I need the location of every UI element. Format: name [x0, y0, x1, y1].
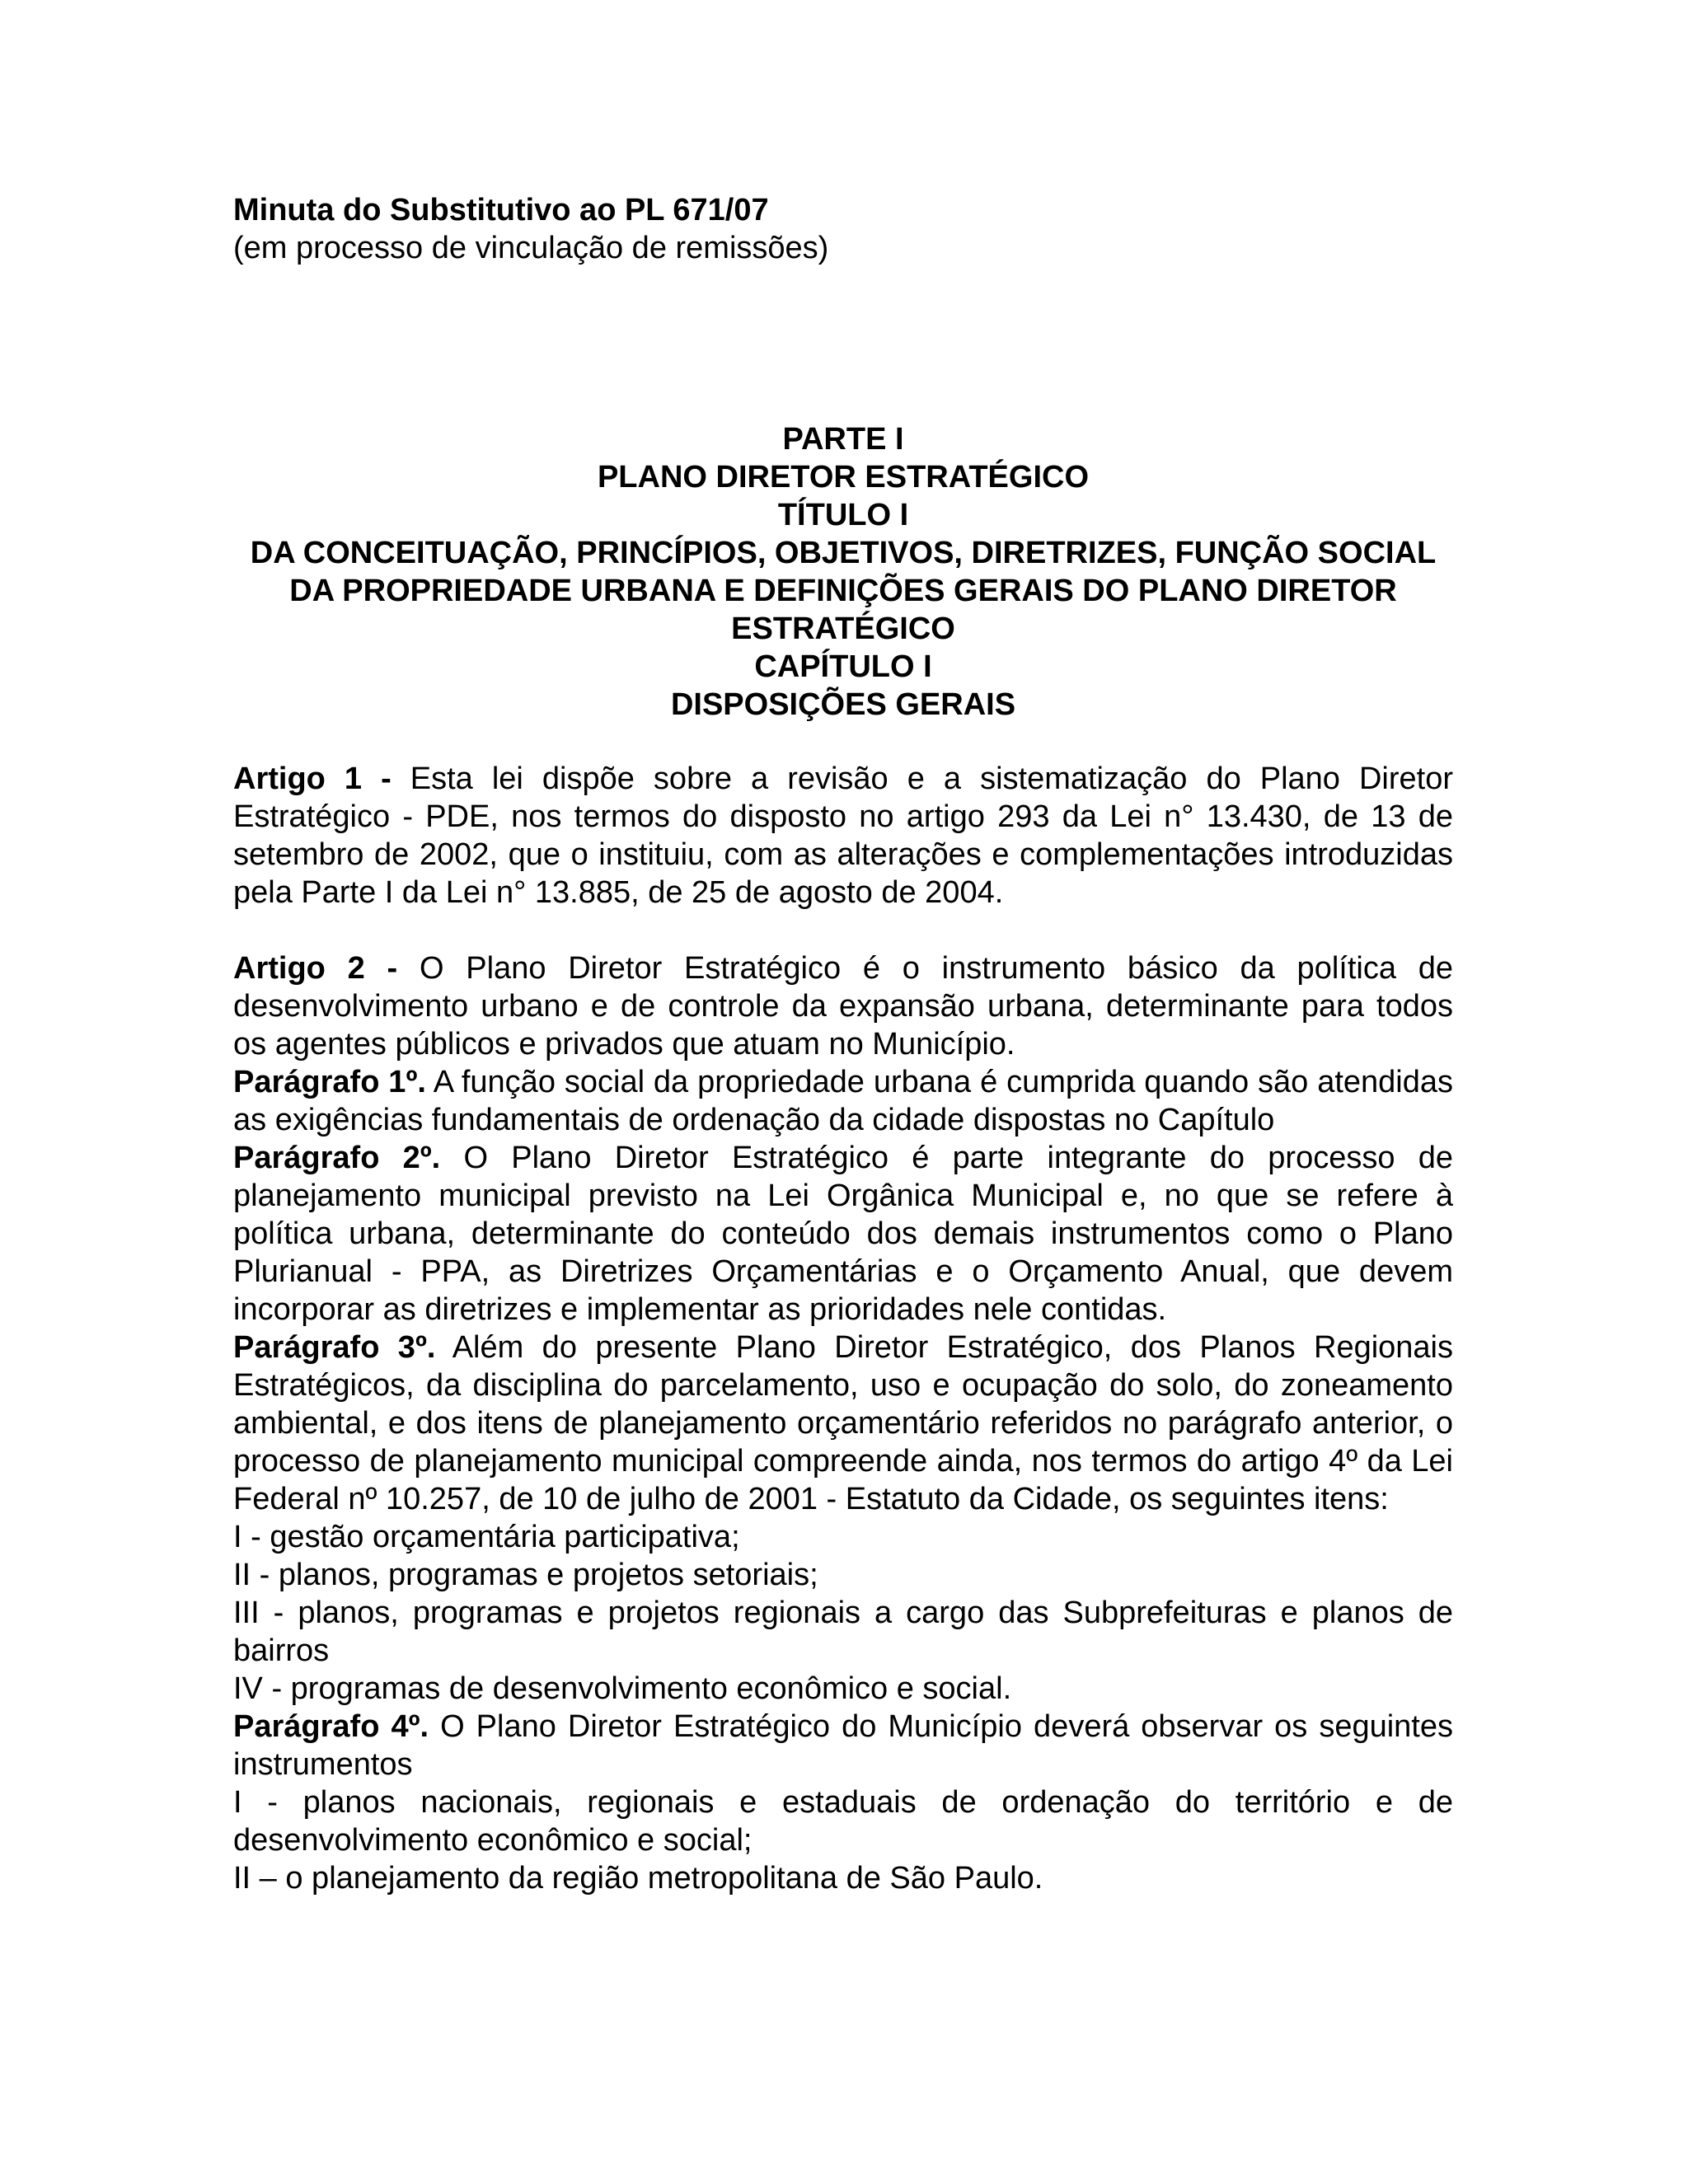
list-item: III - planos, programas e projetos regionais a cargo das Subprefeituras e planos de bairros: [233, 1596, 1453, 1668]
document-header: [233, 191, 1453, 267]
paragrafo-2: [233, 1139, 1453, 1329]
paragrafo-1: [233, 1063, 1453, 1139]
document-title: Minuta do Substitutivo ao PL 671/07: [233, 193, 769, 227]
list-item: I - planos nacionais, regionais e estaduais de ordenação do território e de desenvolvimento econômico e social;: [233, 1785, 1453, 1858]
list-item: IV - programas de desenvolvimento econômico e social.: [233, 1671, 1012, 1706]
chapter-heading: CAPÍTULO I: [754, 649, 932, 684]
document-body: [233, 760, 1453, 1897]
paragrafo-1-text: A função social da propriedade urbana é cumprida quando são atendidas as exigências fundamentais de ordenação da cidade dispostas no Capítulo: [233, 1065, 1453, 1137]
document-subtitle: (em processo de vinculação de remissões): [233, 231, 829, 265]
paragrafo-4-label: Parágrafo 4º.: [233, 1709, 429, 1744]
title-heading: TÍTULO I: [777, 498, 909, 532]
list-item: II - planos, programas e projetos setoriais;: [233, 1558, 818, 1592]
paragrafo-4: [233, 1708, 1453, 1783]
artigo-1-label: Artigo 1 -: [233, 762, 392, 796]
paragrafo-2-text: O Plano Diretor Estratégico é parte integrante do processo de planejamento municipal previsto na Lei Orgânica Municipal e, no que se refere à política urbana, determinante do conteúdo dos demais instrumentos como o Plano Plurianual - PPA, as Diretrizes Orçamentárias e o Orçamento Anual, que devem incorporar as diretrizes e implementar as prioridades nele contidas.: [233, 1141, 1453, 1327]
section-headings: [233, 420, 1453, 724]
plan-heading: PLANO DIRETOR ESTRATÉGICO: [597, 460, 1090, 494]
artigo-2-text: O Plano Diretor Estratégico é o instrumento básico da política de desenvolvimento urbano e de controle da expansão urbana, determinante para todos os agentes públicos e privados que atuam no Município.: [233, 951, 1453, 1062]
artigo-2-label: Artigo 2 -: [233, 951, 398, 986]
list-item: I - gestão orçamentária participativa;: [233, 1520, 740, 1554]
paragrafo-1-label: Parágrafo 1º.: [233, 1065, 426, 1099]
title-name-heading: DA CONCEITUAÇÃO, PRINCÍPIOS, OBJETIVOS, DIRETRIZES, FUNÇÃO SOCIAL DA PROPRIEDADE URBANA E DEFINIÇÕES GERAIS DO PLANO DIRETOR ESTRATÉGICO: [250, 536, 1437, 646]
paragrafo-3-text: Além do presente Plano Diretor Estratégico, dos Planos Regionais Estratégicos, da disciplina do parcelamento, uso e ocupação do solo, do zoneamento ambiental, e dos itens de planejamento orçamentário referidos no parágrafo anterior, o processo de planejamento municipal compreende ainda, nos termos do artigo 4º da Lei Federal nº 10.257, de 10 de julho de 2001 - Estatuto da Cidade, os seguintes itens:: [233, 1330, 1454, 1516]
paragrafo-3: [233, 1329, 1453, 1518]
chapter-name-heading: DISPOSIÇÕES GERAIS: [670, 687, 1016, 722]
paragrafo-2-label: Parágrafo 2º.: [233, 1141, 441, 1175]
artigo-1: [233, 760, 1453, 912]
paragrafo-4-text: O Plano Diretor Estratégico do Município deverá observar os seguintes instrumentos: [233, 1709, 1453, 1782]
paragrafo-3-label: Parágrafo 3º.: [233, 1330, 436, 1365]
artigo-2: [233, 949, 1453, 1063]
list-item: II – o planejamento da região metropolitana de São Paulo.: [233, 1861, 1043, 1896]
artigo-1-text: Esta lei dispõe sobre a revisão e a sistematização do Plano Diretor Estratégico - PDE, nos termos do disposto no artigo 293 da Lei n° 13.430, de 13 de setembro de 2002, que o instituiu, com as alterações e complementações introduzidas pela Parte I da Lei n° 13.885, de 25 de agosto de 2004.: [233, 762, 1453, 910]
part-heading: PARTE I: [782, 422, 904, 457]
